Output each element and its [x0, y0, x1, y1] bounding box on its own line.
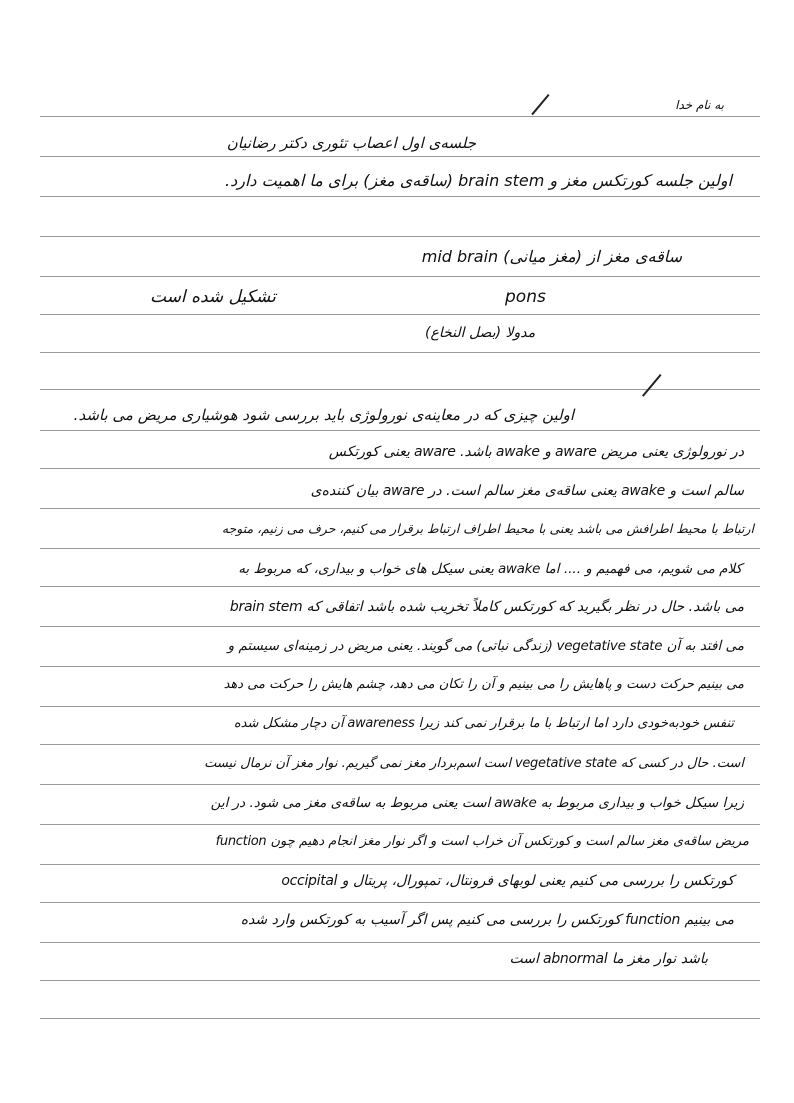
paragraph-line: می بینیم حرکت دست و پاهایش را می بینیم و آن را تکان می دهد، چشم هایش را حرکت می دهد: [223, 677, 744, 692]
paragraph-line: می افتد به آن vegetative state (زندگی نباتی) می گویند. یعنی مریض در زمینه‌ای سیستم و: [227, 638, 744, 654]
rule-line: [40, 902, 760, 903]
rule-line: [40, 980, 760, 981]
rule-line: [40, 586, 760, 587]
medulla-label: مدولا (بصل النخاع): [425, 325, 536, 341]
margin-mark: [531, 94, 549, 115]
paragraph-line: کورتکس را بررسی می کنیم یعنی لوبهای فرونتال، تمپورال، پریتال و occipital: [281, 873, 734, 889]
intro-line: اولین جلسه کورتکس مغز و brain stem (ساقه‌ی مغز) برای ما اهمیت دارد.: [225, 171, 732, 190]
rule-line: [40, 706, 760, 707]
paragraph-line: سالم است و awake یعنی ساقه‌ی مغز سالم است. در aware بیان کننده‌ی: [310, 483, 744, 499]
rule-line: [40, 276, 760, 277]
paragraph-line: زیرا سیکل خواب و بیداری مربوط به awake است یعنی مربوط به ساقه‌ی مغز می شود. در این: [210, 795, 744, 811]
rule-line: [40, 548, 760, 549]
paragraph-line: brain stem می باشد. حال در نظر بگیرید که کورتکس کاملاً تخریب شده باشد اتفاقی که: [229, 599, 744, 615]
rule-line: [40, 196, 760, 197]
rule-line: [40, 389, 760, 390]
session-title: جلسه‌ی اول اعصاب تئوری دکتر رضانیان: [226, 134, 476, 152]
brainstem-lead: ساقه‌ی مغز از: [587, 247, 682, 266]
paragraph-line: اولین چیزی که در معاینه‌ی نورولوژی باید بررسی شود هوشیاری مریض می باشد.: [73, 406, 574, 424]
paragraph-line: است. حال در کسی که vegetative state است اسم‌بردار مغز نمی گیریم. نوار مغز آن نرمال نیست: [204, 756, 744, 771]
paragraph-line: باشد نوار مغز ما abnormal است: [509, 951, 708, 967]
paragraph-line: می بینیم function کورتکس را بررسی می کنیم پس اگر آسیب به کورتکس وارد شده: [240, 912, 734, 928]
rule-line: [40, 1018, 760, 1019]
rule-line: [40, 626, 760, 627]
pons-label: pons: [505, 287, 546, 307]
rule-line: [40, 824, 760, 825]
rule-line: [40, 430, 760, 431]
heading: به نام خدا: [675, 98, 724, 112]
rule-line: [40, 468, 760, 469]
rule-line: [40, 314, 760, 315]
rule-line: [40, 942, 760, 943]
mid-brain-label: mid brain (مغز میانی): [421, 247, 582, 266]
rule-line: [40, 116, 760, 117]
paragraph-line: ارتباط با محیط اطرافش می باشد یعنی با محیط اطراف ارتباط برقرار می کنیم، حرف می زنیم، متوجه: [221, 521, 754, 536]
paragraph-line: در نورولوژی یعنی مریض aware و awake باشد. aware یعنی کورتکس: [328, 444, 744, 460]
rule-line: [40, 352, 760, 353]
margin-mark: [642, 374, 662, 397]
rule-line: [40, 784, 760, 785]
rule-line: [40, 744, 760, 745]
paragraph-line: تنفس خودبه‌خودی دارد اما ارتباط با ما برقرار نمی کند زیرا awareness آن دچار مشکل شده: [233, 716, 734, 731]
rule-line: [40, 236, 760, 237]
rule-line: [40, 666, 760, 667]
rule-line: [40, 508, 760, 509]
formed-of: تشکیل شده است: [150, 287, 276, 307]
paragraph-line: کلام می شویم، می فهمیم و .... اما awake یعنی سیکل های خواب و بیداری، که مربوط به: [238, 561, 742, 577]
paragraph-line: مریض ساقه‌ی مغز سالم است و کورتکس آن خراب است و اگر نوار مغز انجام دهیم چون function: [215, 834, 749, 849]
rule-line: [40, 156, 760, 157]
rule-line: [40, 864, 760, 865]
